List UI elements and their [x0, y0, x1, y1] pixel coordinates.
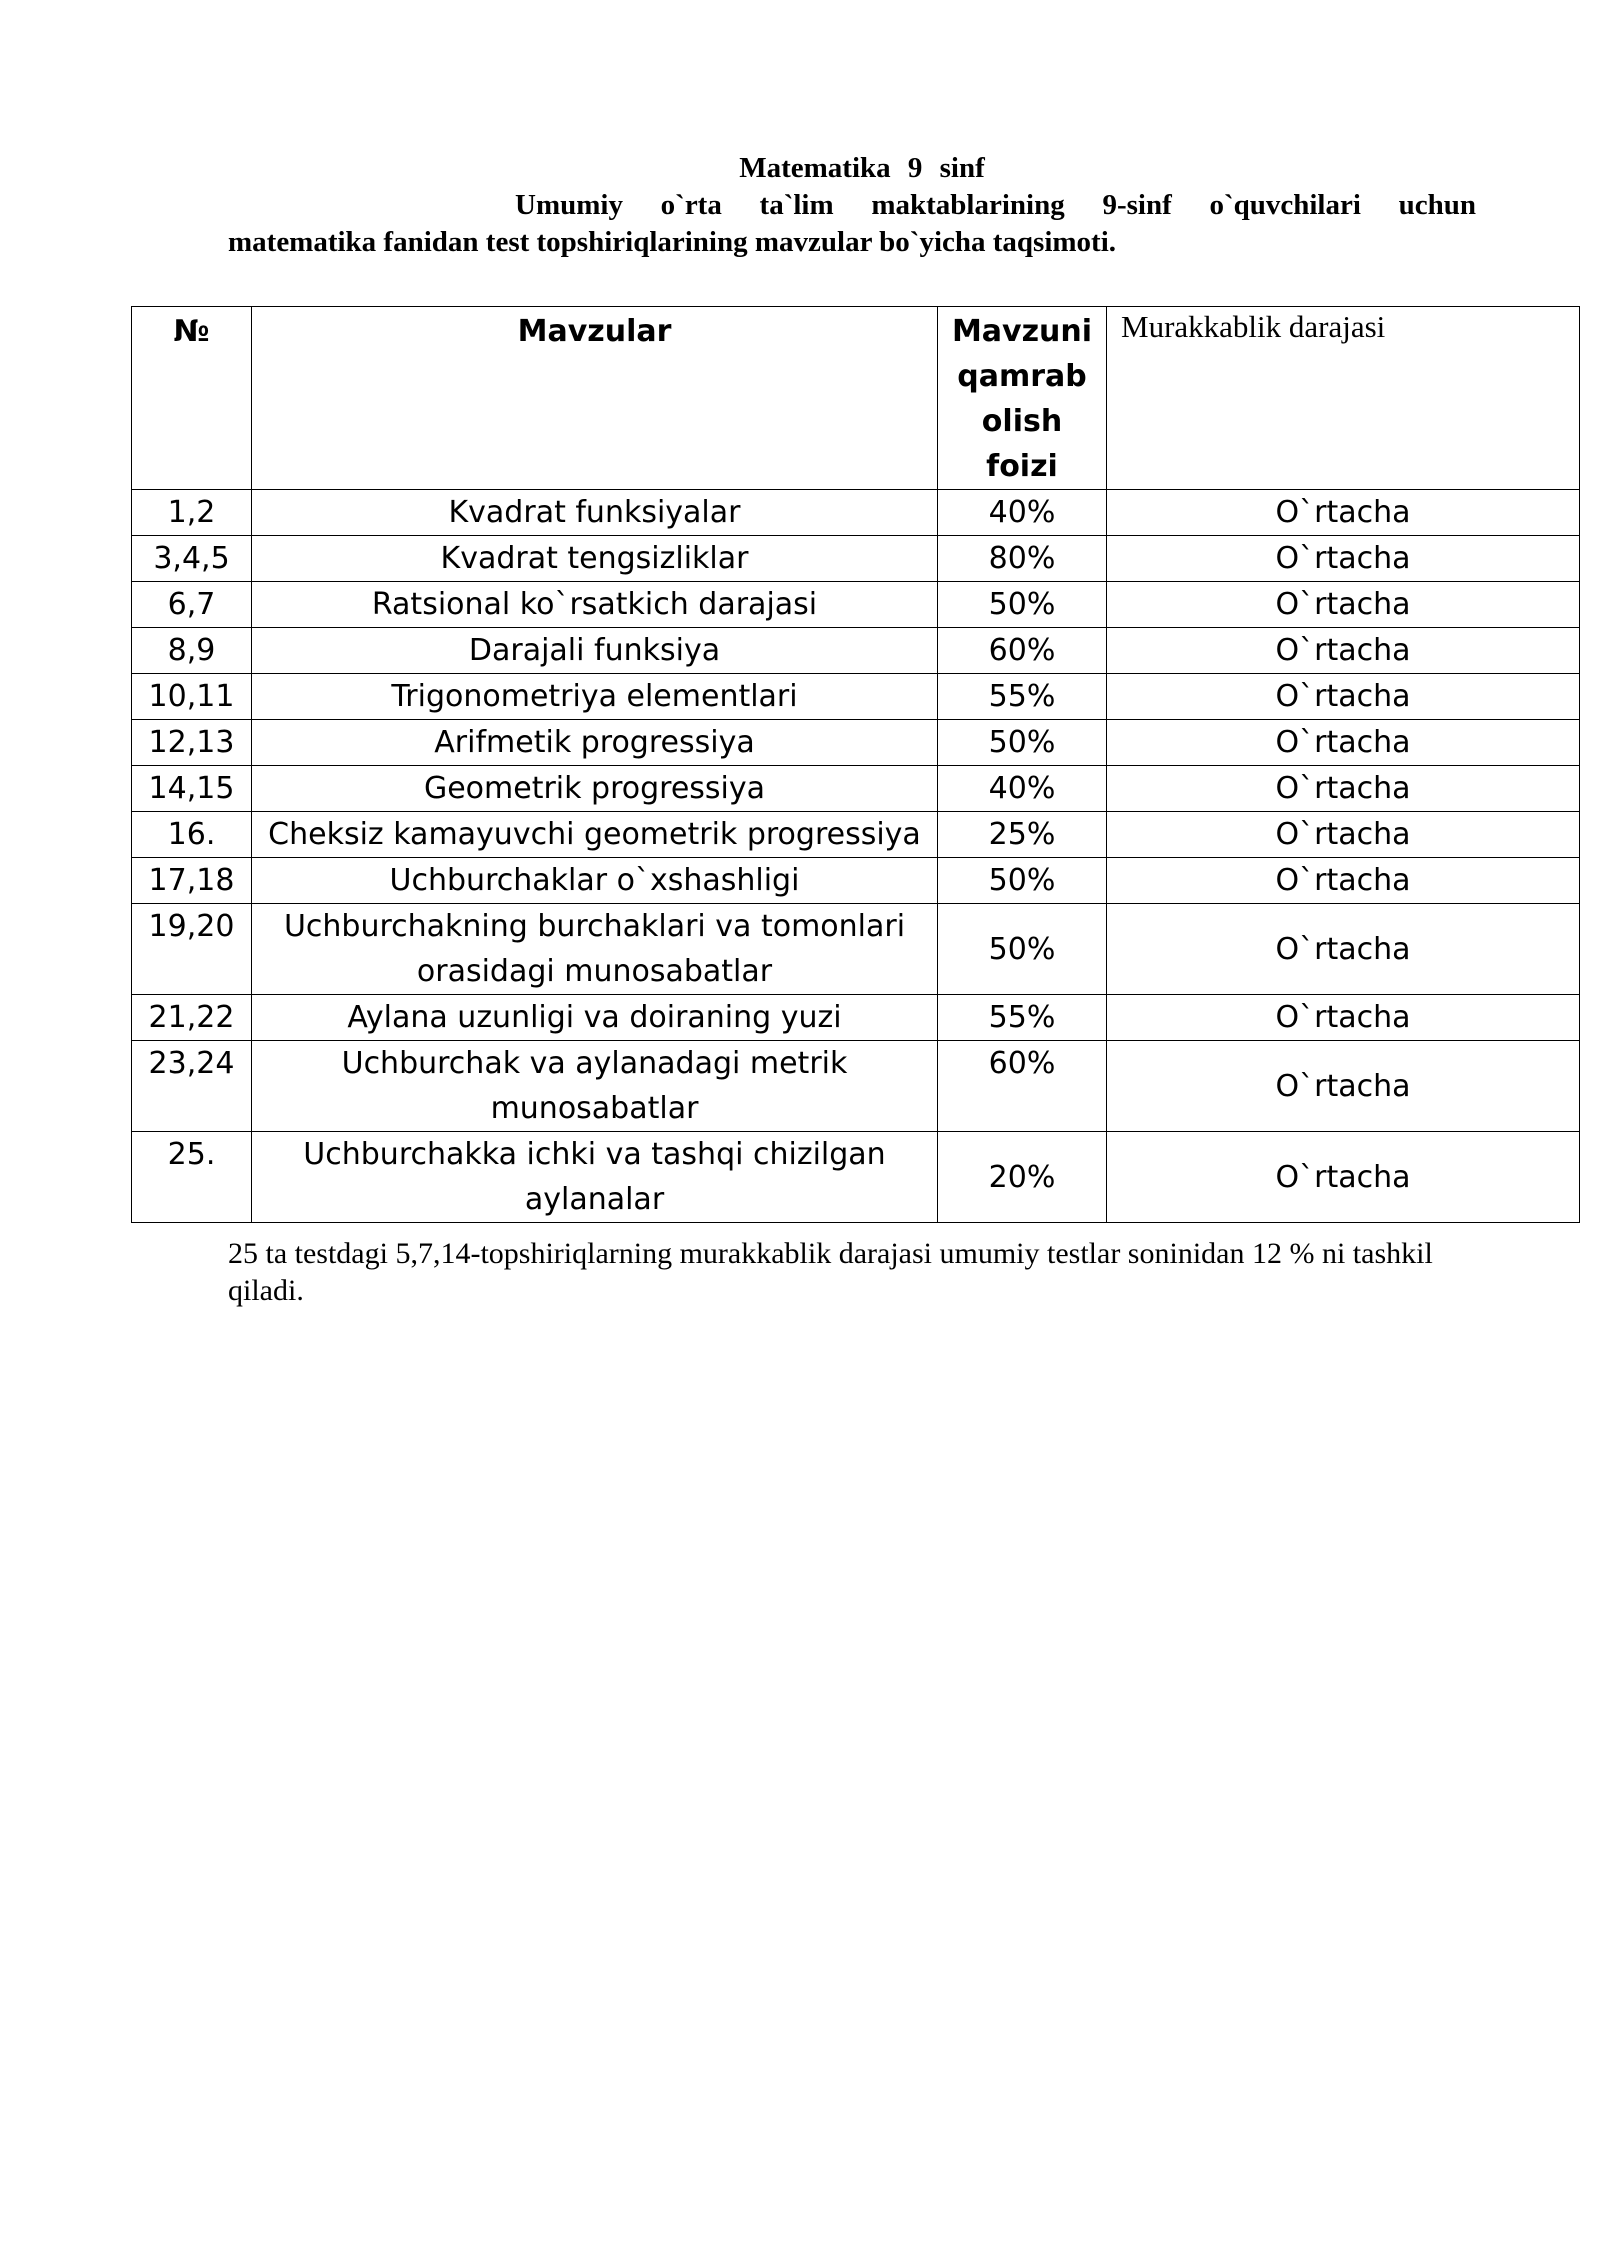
row-number: 17,18 [132, 858, 252, 904]
header-level: Murakkablik darajasi [1107, 307, 1580, 490]
row-number: 14,15 [132, 766, 252, 812]
row-topic: Uchburchakka ichki va tashqi chizilgan aylanalar [252, 1132, 938, 1223]
table-row [132, 720, 1580, 766]
table-row [132, 628, 1580, 674]
row-number: 12,13 [132, 720, 252, 766]
table-row [132, 582, 1580, 628]
row-topic: Uchburchakning burchaklari va tomonlari orasidagi munosabatlar [252, 904, 938, 995]
row-level: O`rtacha [1107, 536, 1580, 582]
topics-table [131, 306, 1580, 1223]
row-level: O`rtacha [1107, 812, 1580, 858]
header-number: № [132, 307, 252, 490]
title-description-line2: matematika fanidan test topshiriqlarining mavzular bo`yicha taqsimoti. [228, 226, 1117, 258]
row-topic: Ratsional ko`rsatkich darajasi [252, 582, 938, 628]
title-description-line1: Umumiy o`rta ta`lim maktablarining 9-sinf o`quvchilari uchun [515, 189, 1476, 221]
row-coverage: 55% [938, 674, 1107, 720]
table-row [132, 674, 1580, 720]
row-level: O`rtacha [1107, 1132, 1580, 1223]
header-topics: Mavzular [252, 307, 938, 490]
row-coverage: 40% [938, 766, 1107, 812]
row-topic: Cheksiz kamayuvchi geometrik progressiya [252, 812, 938, 858]
row-topic: Darajali funksiya [252, 628, 938, 674]
table-row [132, 1041, 1580, 1132]
row-topic: Kvadrat funksiyalar [252, 490, 938, 536]
row-number: 25. [132, 1132, 252, 1223]
row-topic: Kvadrat tengsizliklar [252, 536, 938, 582]
document-title [228, 150, 1476, 261]
row-topic: Arifmetik progressiya [252, 720, 938, 766]
table-row [132, 766, 1580, 812]
row-coverage: 50% [938, 720, 1107, 766]
table-row [132, 858, 1580, 904]
row-coverage: 50% [938, 904, 1107, 995]
row-topic: Trigonometriya elementlari [252, 674, 938, 720]
row-coverage: 60% [938, 628, 1107, 674]
header-coverage: Mavzuni qamrab olish foizi [938, 307, 1107, 490]
row-level: O`rtacha [1107, 1041, 1580, 1132]
row-level: O`rtacha [1107, 582, 1580, 628]
row-number: 23,24 [132, 1041, 252, 1132]
row-topic: Geometrik progressiya [252, 766, 938, 812]
row-coverage: 25% [938, 812, 1107, 858]
row-topic: Uchburchak va aylanadagi metrik munosabatlar [252, 1041, 938, 1132]
row-level: O`rtacha [1107, 766, 1580, 812]
row-topic: Uchburchaklar o`xshashligi [252, 858, 938, 904]
row-number: 10,11 [132, 674, 252, 720]
footnote: 25 ta testdagi 5,7,14-topshiriqlarning murakkablik darajasi umumiy testlar soninidan 12 % ni tashkil qiladi. [228, 1237, 1433, 1307]
row-number: 3,4,5 [132, 536, 252, 582]
row-coverage: 60% [938, 1041, 1107, 1132]
table-row [132, 812, 1580, 858]
row-coverage: 55% [938, 995, 1107, 1041]
row-level: O`rtacha [1107, 858, 1580, 904]
table-row [132, 1132, 1580, 1223]
row-number: 1,2 [132, 490, 252, 536]
table-row [132, 904, 1580, 995]
table-header-row [132, 307, 1580, 490]
row-coverage: 50% [938, 582, 1107, 628]
row-level: O`rtacha [1107, 904, 1580, 995]
row-level: O`rtacha [1107, 628, 1580, 674]
row-level: O`rtacha [1107, 720, 1580, 766]
row-coverage: 40% [938, 490, 1107, 536]
row-coverage: 20% [938, 1132, 1107, 1223]
row-level: O`rtacha [1107, 674, 1580, 720]
table-body [132, 490, 1580, 1223]
row-number: 16. [132, 812, 252, 858]
row-coverage: 80% [938, 536, 1107, 582]
row-number: 6,7 [132, 582, 252, 628]
row-number: 8,9 [132, 628, 252, 674]
row-number: 21,22 [132, 995, 252, 1041]
row-level: O`rtacha [1107, 490, 1580, 536]
row-number: 19,20 [132, 904, 252, 995]
title-subject: Matematika 9 sinf [739, 152, 985, 184]
row-topic: Aylana uzunligi va doiraning yuzi [252, 995, 938, 1041]
row-level: O`rtacha [1107, 995, 1580, 1041]
table-row [132, 536, 1580, 582]
table-row [132, 995, 1580, 1041]
table-row [132, 490, 1580, 536]
row-coverage: 50% [938, 858, 1107, 904]
